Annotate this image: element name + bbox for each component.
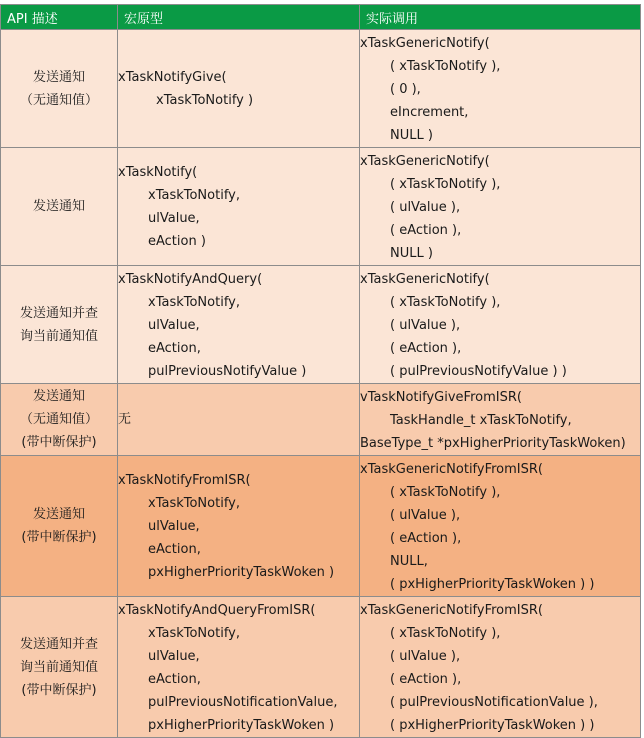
code-line: ( eAction ), <box>390 223 462 238</box>
header-macro-prototype: 宏原型 <box>118 5 360 30</box>
code-line: xTaskToNotify ) <box>156 92 254 108</box>
code-line: ( eAction ), <box>390 531 462 546</box>
code-line: xTaskGenericNotifyFromISR( <box>360 603 543 618</box>
table-row <box>1 148 641 266</box>
api-table <box>0 4 641 738</box>
macro-prototype-cell <box>118 266 360 384</box>
description-line: （无通知值） <box>19 92 98 108</box>
api-description-cell <box>1 148 118 266</box>
code-line: pxHigherPriorityTaskWoken ) <box>148 564 335 580</box>
actual-call-cell <box>360 148 641 266</box>
code-line: ulValue, <box>148 649 200 664</box>
code-line: ( ulValue ), <box>390 318 461 333</box>
code-line: ( pxHigherPriorityTaskWoken ) ) <box>390 718 595 733</box>
code-line: xTaskNotifyFromISR( <box>118 472 251 488</box>
code-line: NULL, <box>390 554 428 569</box>
table-row <box>1 597 641 738</box>
code-line: 无 <box>118 412 132 427</box>
code-line: ( pxHigherPriorityTaskWoken ) ) <box>390 577 595 592</box>
header-api-description: API 描述 <box>1 5 118 30</box>
header-actual-call: 实际调用 <box>360 5 641 30</box>
code-line: ( pulPreviousNotifyValue ) ) <box>390 364 567 379</box>
actual-call-cell <box>360 30 641 148</box>
api-description-cell <box>1 597 118 738</box>
code-line: ulValue, <box>148 210 200 226</box>
description-line: （无通知值） <box>19 412 98 427</box>
macro-prototype-cell <box>118 597 360 738</box>
code-line: ulValue, <box>148 518 200 534</box>
description-line: 发送通知 <box>32 199 85 214</box>
api-description-cell <box>1 266 118 384</box>
description-line: (带中断保护) <box>21 682 97 698</box>
actual-call-cell <box>360 266 641 384</box>
table-row <box>1 266 641 384</box>
actual-call-cell <box>360 456 641 597</box>
code-line: BaseType_t *pxHigherPriorityTaskWoken) <box>360 436 626 451</box>
code-line: ( 0 ), <box>390 82 421 97</box>
macro-prototype-cell <box>118 384 360 456</box>
description-line: 发送通知并查 <box>19 305 98 321</box>
code-line: NULL ) <box>390 246 433 261</box>
actual-call-cell <box>360 597 641 738</box>
code-line: vTaskNotifyGiveFromISR( <box>360 390 522 405</box>
code-line: eAction, <box>148 341 201 356</box>
header-row <box>1 5 641 30</box>
code-line: NULL ) <box>390 128 433 143</box>
code-line: xTaskNotifyGive( <box>118 69 227 85</box>
code-line: xTaskGenericNotify( <box>360 272 490 287</box>
code-line: xTaskToNotify, <box>148 626 240 641</box>
code-line: xTaskGenericNotify( <box>360 36 490 51</box>
code-line: ( xTaskToNotify ), <box>390 59 501 74</box>
code-line: ( xTaskToNotify ), <box>390 485 501 500</box>
api-description-cell <box>1 30 118 148</box>
actual-call-cell <box>360 384 641 456</box>
description-line: 发送通知 <box>32 69 85 85</box>
table-row <box>1 456 641 597</box>
code-line: xTaskGenericNotifyFromISR( <box>360 462 543 477</box>
code-line: ( ulValue ), <box>390 649 461 664</box>
code-line: pulPreviousNotifyValue ) <box>148 364 307 379</box>
description-line: 发送通知 <box>32 507 85 522</box>
code-line: xTaskToNotify, <box>148 495 240 511</box>
description-line: 询当前通知值 <box>19 659 98 675</box>
code-line: ( xTaskToNotify ), <box>390 626 501 641</box>
code-line: ( ulValue ), <box>390 508 461 523</box>
macro-prototype-cell <box>118 30 360 148</box>
code-line: TaskHandle_t xTaskToNotify, <box>390 413 572 428</box>
code-line: eAction, <box>148 672 201 687</box>
api-description-cell <box>1 384 118 456</box>
description-line: 发送通知并查 <box>19 636 98 652</box>
api-description-cell <box>1 456 118 597</box>
code-line: ( eAction ), <box>390 672 462 687</box>
code-line: xTaskNotifyAndQuery( <box>118 272 263 287</box>
code-line: eIncrement, <box>390 105 469 120</box>
code-line: xTaskNotifyAndQueryFromISR( <box>118 603 316 618</box>
code-line: eAction ) <box>148 233 206 249</box>
code-line: pxHigherPriorityTaskWoken ) <box>148 718 335 733</box>
code-line: ulValue, <box>148 318 200 333</box>
description-line: 询当前通知值 <box>19 328 98 344</box>
code-line: xTaskToNotify, <box>148 187 240 203</box>
description-line: 发送通知 <box>32 389 85 404</box>
macro-prototype-cell <box>118 456 360 597</box>
description-line: (带中断保护) <box>21 435 97 450</box>
macro-prototype-cell <box>118 148 360 266</box>
code-line: eAction, <box>148 541 201 557</box>
code-line: ( pulPreviousNotificationValue ), <box>390 695 598 710</box>
code-line: ( xTaskToNotify ), <box>390 177 501 192</box>
code-line: xTaskGenericNotify( <box>360 154 490 169</box>
table-row <box>1 30 641 148</box>
code-line: ( eAction ), <box>390 341 462 356</box>
code-line: ( xTaskToNotify ), <box>390 295 501 310</box>
code-line: xTaskNotify( <box>118 164 198 180</box>
description-line: (带中断保护) <box>21 530 97 545</box>
code-line: pulPreviousNotificationValue, <box>148 695 338 710</box>
table-row <box>1 384 641 456</box>
code-line: xTaskToNotify, <box>148 295 240 310</box>
code-line: ( ulValue ), <box>390 200 461 215</box>
